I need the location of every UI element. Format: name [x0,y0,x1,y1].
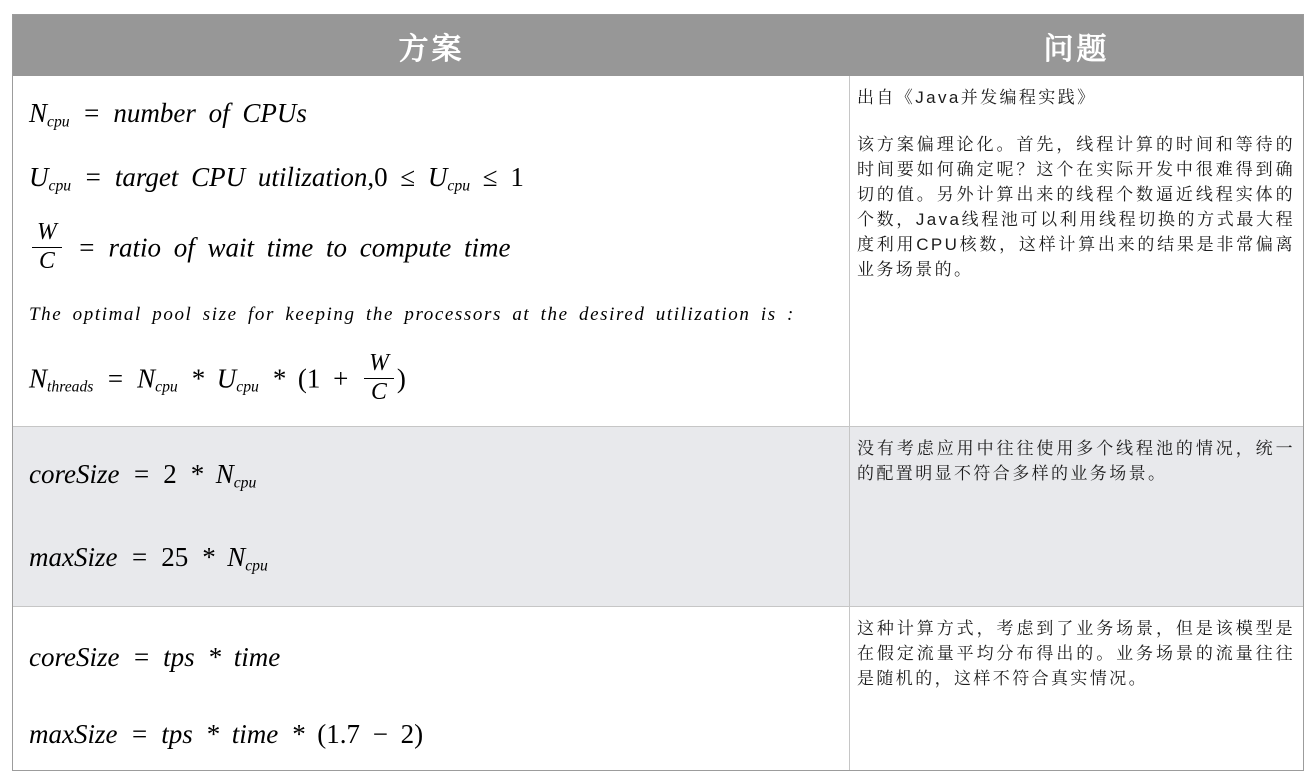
math-text: = ratio of wait time to compute time [64,232,511,263]
fraction-denominator: C [371,379,387,406]
problem-paragraph: 这种计算方式，考虑到了业务场景，但是该模型是在假定流量平均分布得出的。业务场景的流量往往是随机的，这样不符合真实情况。 [857,619,1295,688]
math-text: N [29,363,48,394]
fraction [364,351,394,405]
formula-line [29,457,839,494]
problem-paragraph: 没有考虑应用中往往使用多个线程池的情况，统一的配置明显不符合多样的业务场景。 [857,439,1295,483]
formula-line [29,540,839,577]
math-text: = target CPU utilization [71,161,368,192]
problem-cell [850,607,1303,770]
math-text: N [29,98,48,128]
formula-line [29,717,839,752]
math-subscript: cpu [48,177,72,195]
math-text: 25 [161,541,201,572]
math-text: (1.7 − 2) [317,719,424,750]
math-text: * U [177,363,237,394]
fraction-numerator: W [364,351,394,379]
problem-paragraph: 该方案偏理论化。首先，线程计算的时间和等待的时间要如何确定呢？这个在实际开发中很难得到确切的值。另外计算出来的线程个数逼近线程实体的个数，Java线程池可以利用线程切换的方式最大程度利用CPU核数，这样计算出来的结果是非常偏离业务场景的。 [857,135,1295,279]
problem-cell [850,76,1303,426]
math-text: 2 [163,459,190,489]
problem-cell [850,427,1303,606]
math-text: ,0 ≤ [367,161,428,192]
math-text: coreSize = [29,459,164,489]
table-row [13,426,1303,606]
fraction-numerator: W [32,220,62,248]
header-cell-scheme [13,15,850,76]
problem-paragraph: 出自《Java并发编程实践》 [857,88,1097,107]
scheme-cell [13,427,850,606]
math-text: * N [189,459,234,489]
formula-line [29,96,839,133]
formula-line [29,219,839,277]
formula-line [29,640,839,675]
thread-pool-comparison-table [12,14,1304,771]
header-label-problem: 问题 [1043,32,1110,66]
math-subscript: cpu [236,379,259,397]
math-subscript: cpu [233,474,257,492]
math-text: ≤ 1 [470,161,524,192]
math-text: coreSize = tps * time [29,642,281,672]
math-text: U [427,161,448,192]
table-row [13,76,1303,426]
math-text: maxSize = tps * time * [29,719,318,750]
math-text: * N [200,541,246,572]
formula-line [29,350,839,408]
table-row [13,606,1303,770]
scheme-cell [13,76,850,426]
formula-line [29,160,839,197]
math-text: maxSize = [29,541,162,572]
formula-note-line [29,303,839,328]
math-text: * [258,363,298,394]
math-subscript: cpu [47,113,70,131]
math-text: (1 + [297,363,362,394]
header-cell-problem [850,15,1303,76]
math-text: = number of CPUs [69,98,307,128]
math-subscript: cpu [447,177,471,195]
math-subscript: cpu [245,557,268,575]
math-text: ) [396,363,406,394]
fraction-denominator: C [38,248,55,275]
math-subscript: cpu [155,379,178,397]
math-subscript: threads [47,379,94,397]
math-text: The optimal pool size for keeping the processors at the desired utilization is : [29,303,795,325]
table-header-row [13,15,1303,76]
math-text: = N [93,363,156,394]
fraction [32,220,62,274]
scheme-cell [13,607,850,770]
header-label-scheme: 方案 [398,32,465,66]
math-text: U [29,161,49,192]
